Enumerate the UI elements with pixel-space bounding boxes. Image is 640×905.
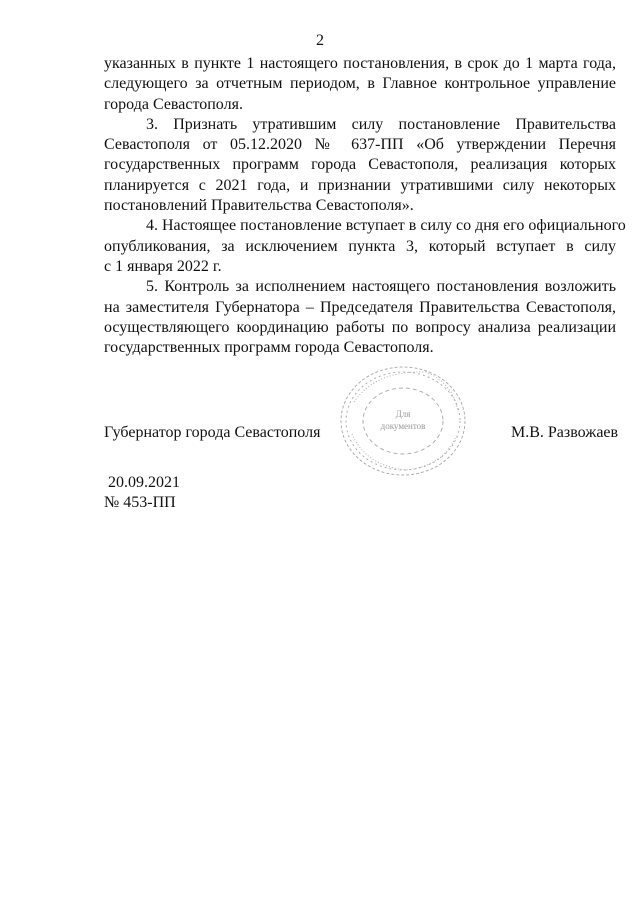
text-line: следующего за отчетным периодом, в Главное контрольное управление: [104, 75, 616, 93]
paragraph-item-5: [104, 277, 616, 358]
text-line: 4. Настоящее постановление вступает в силу со дня его официального: [146, 217, 626, 235]
page-number: 2: [316, 32, 324, 49]
text-line: города Севастополя.: [104, 95, 243, 113]
document-date: 20.09.2021: [108, 474, 180, 491]
text-line: планируется с 2021 года, и признании утратившими силу некоторых: [104, 176, 616, 194]
paragraph-item-3: [104, 115, 616, 216]
signatory-name: М.В. Развожаев: [511, 424, 619, 441]
signatory-position: Губернатор города Севастополя: [104, 424, 321, 441]
paragraph-item-4: [104, 216, 626, 277]
text-line: с 1 января 2022 г.: [104, 257, 222, 275]
text-line: Севастополя от 05.12.2020 № 637-ПП «Об утверждении Перечня: [104, 136, 616, 154]
text-line: указанных в пункте 1 настоящего постановления, в срок до 1 марта года,: [104, 55, 616, 72]
document-body: [104, 54, 626, 358]
text-line: 5. Контроль за исполнением настоящего постановления возложить: [146, 278, 616, 296]
text-line: осуществляющего координацию работы по вопросу анализа реализации: [104, 318, 616, 336]
official-seal-stamp: [336, 362, 470, 480]
document-number: № 453-ПП: [104, 494, 176, 511]
seal-center-text-top: Для: [395, 409, 411, 419]
text-line: постановлений Правительства Севастополя».: [104, 197, 414, 215]
text-line: государственных программ города Севастополя.: [104, 339, 434, 357]
seal-center-text-bottom: документов: [380, 421, 426, 431]
paragraph-continuation: [104, 54, 616, 115]
text-line: опубликования, за исключением пункта 3, который вступает в силу: [104, 237, 616, 255]
text-line: 3. Признать утратившим силу постановление Правительства: [146, 115, 616, 133]
text-line: на заместителя Губернатора – Председателя Правительства Севастополя,: [104, 298, 616, 316]
text-line: государственных программ города Севастополя, реализация которых: [104, 156, 616, 174]
seal-graphic: [336, 362, 470, 480]
